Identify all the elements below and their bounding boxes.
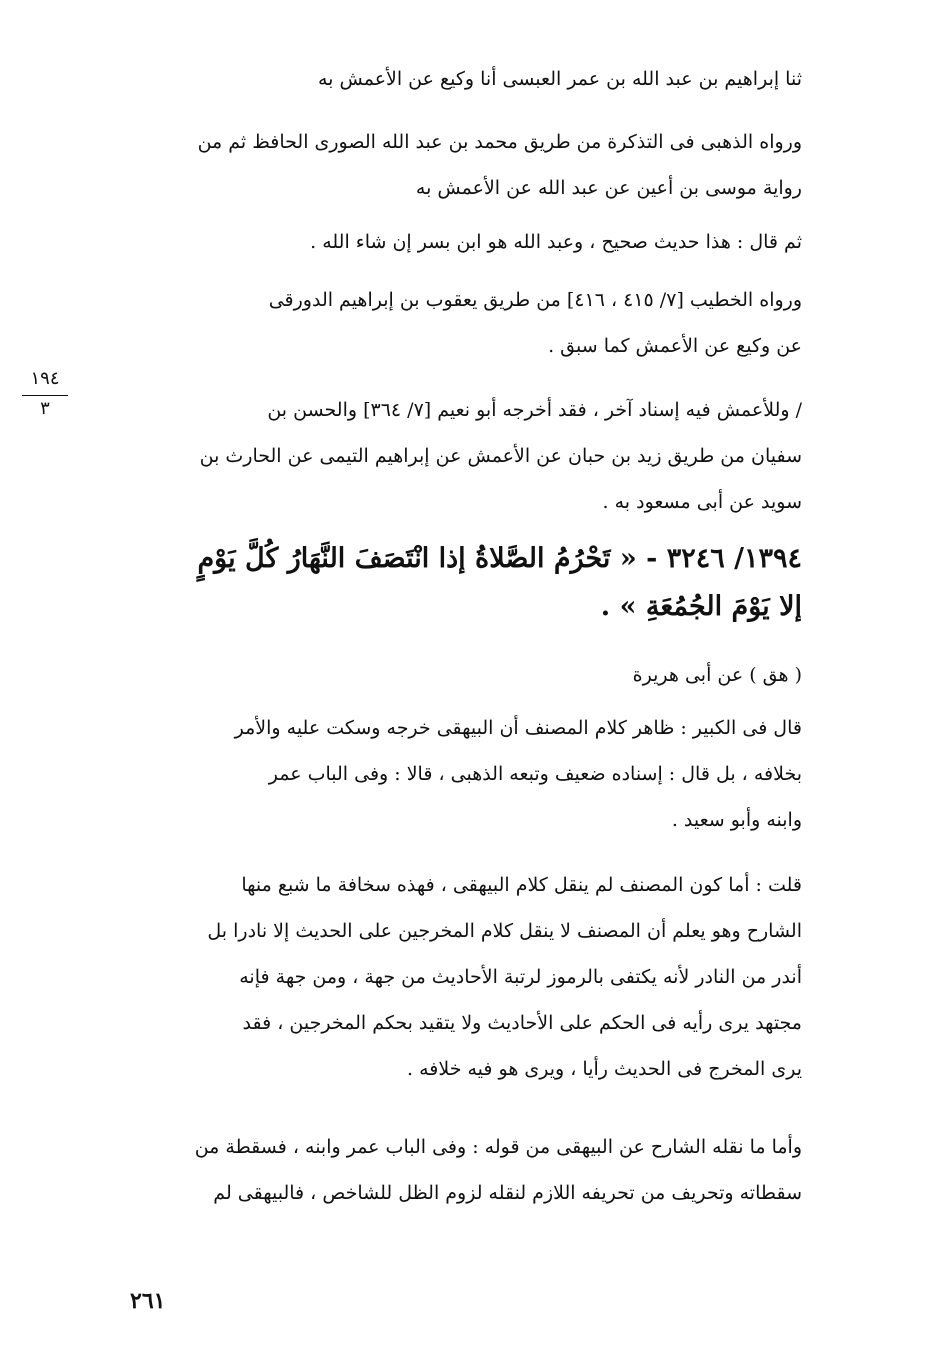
text-line: ثنا إبراهيم بن عبد الله بن عمر العبسى أنا وكيع عن الأعمش به: [317, 68, 802, 90]
paragraph-2: [90, 119, 802, 211]
text-line: أندر من النادر لأنه يكتفى بالرموز لرتبة الأحاديث من جهة ، ومن جهة فإنه: [239, 966, 802, 988]
commentary-3: [90, 1124, 802, 1216]
source-line: ( هق ) عن أبى هريرة: [632, 664, 802, 686]
text-line: يرى المخرج فى الحديث رأيا ، ويرى هو فيه خلافه .: [407, 1058, 802, 1080]
text-line: بخلافه ، بل قال : إسناده ضعيف وتبعه الذهبى ، قالا : وفى الباب عمر: [268, 763, 802, 785]
commentary-2: [90, 862, 802, 1092]
hadith-line: ١٣٩٤/ ٣٢٤٦ - « تَحْرُمُ الصَّلاةُ إذا انْتَصَفَ النَّهَارُ كُلَّ يَوْمٍ: [197, 543, 802, 574]
page-number: ٢٦١: [130, 1288, 166, 1314]
text-line: مجتهد يرى رأيه فى الحكم على الأحاديث ولا يتقيد بحكم المخرجين ، فقد: [242, 1012, 802, 1034]
paragraph-3: [90, 219, 802, 265]
margin-note-numerator: ١٩٤: [22, 368, 68, 396]
paragraph-5: [90, 387, 802, 525]
hadith-text: [90, 535, 802, 631]
text-line: وأما ما نقله الشارح عن البيهقى من قوله : وفى الباب عمر وابنه ، فسقطة من: [194, 1136, 802, 1158]
text-line: قلت : أما كون المصنف لم ينقل كلام البيهقى ، فهذه سخافة ما شبع منها: [241, 874, 802, 896]
text-line: ورواه الذهبى فى التذكرة من طريق محمد بن عبد الله الصورى الحافظ ثم من: [197, 131, 802, 153]
commentary-1: [90, 705, 802, 843]
paragraph-1: [90, 56, 802, 102]
text-line: ورواه الخطيب [٧/ ٤١٥ ، ٤١٦] من طريق يعقوب بن إبراهيم الدورقى: [268, 289, 802, 311]
text-line: الشارح وهو يعلم أن المصنف لا ينقل كلام المخرجين على الحديث إلا نادرا بل: [207, 920, 802, 942]
text-line: / وللأعمش فيه إسناد آخر ، فقد أخرجه أبو نعيم [٧/ ٣٦٤] والحسن بن: [267, 399, 802, 421]
margin-volume-note: [22, 368, 68, 419]
text-line: سقطاته وتحريف من تحريفه اللازم لنقله لزوم الظل للشاخص ، فالبيهقى لم: [213, 1182, 802, 1204]
text-line: سويد عن أبى مسعود به .: [602, 491, 802, 513]
hadith-source: [90, 652, 802, 698]
text-line: عن وكيع عن الأعمش كما سبق .: [548, 335, 802, 357]
text-line: وابنه وأبو سعيد .: [671, 809, 802, 831]
margin-note-denominator: ٣: [40, 398, 50, 419]
hadith-line: إلا يَوْمَ الجُمُعَةِ » .: [600, 591, 802, 622]
text-line: ثم قال : هذا حديث صحيح ، وعبد الله هو ابن بسر إن شاء الله .: [310, 231, 802, 253]
text-line: سفيان من طريق زيد بن حبان عن الأعمش عن إبراهيم التيمى عن الحارث بن: [199, 445, 802, 467]
paragraph-4: [90, 277, 802, 369]
text-line: قال فى الكبير : ظاهر كلام المصنف أن البيهقى خرجه وسكت عليه والأمر: [234, 717, 802, 739]
text-line: رواية موسى بن أعين عن عبد الله عن الأعمش به: [415, 177, 802, 199]
